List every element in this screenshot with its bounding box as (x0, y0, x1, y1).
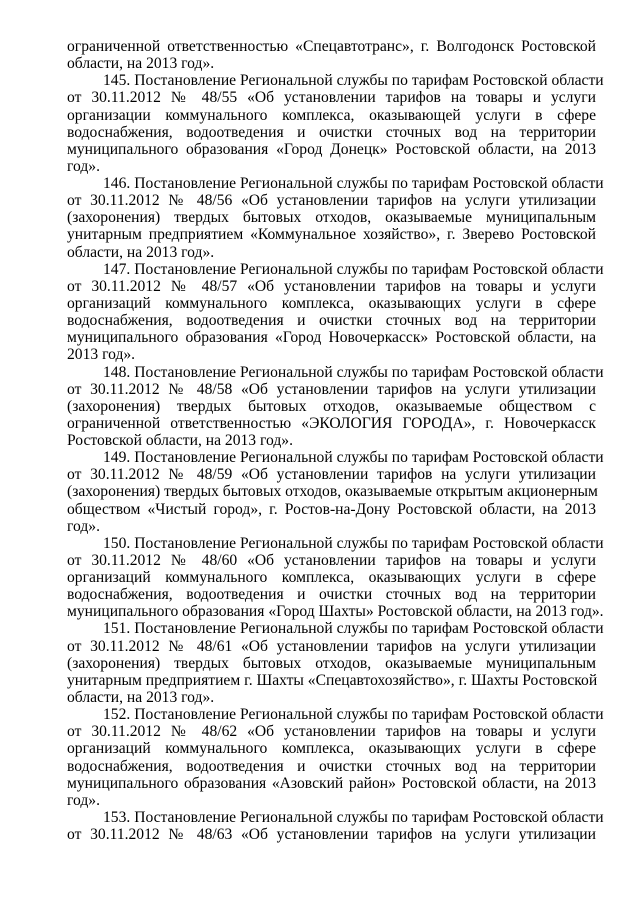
text-line: водоснабжения, водоотведения и очистки сточных вод на территории (67, 123, 596, 141)
text-line: год». (67, 157, 100, 175)
text-line: 150. Постановление Региональной службы по тарифам Ростовской области (103, 534, 604, 552)
text-line: (захоронения) твердых бытовых отходов, оказываемые муниципальным (67, 209, 596, 227)
text-line: 148. Постановление Региональной службы по тарифам Ростовской области (103, 363, 604, 381)
text-line: (захоронения) твердых бытовых отходов, оказываемые муниципальным (67, 654, 596, 672)
text-line: организаций коммунального комплекса, оказывающих услуги в сфере (67, 569, 596, 586)
text-line: (захоронения) твердых бытовых отходов, оказываемые обществом с (67, 397, 596, 415)
text-line: 152. Постановление Региональной службы по тарифам Ростовской области (103, 706, 604, 724)
text-line: 149. Постановление Региональной службы по тарифам Ростовской области (103, 449, 604, 467)
text-line: области, на 2013 год». (67, 55, 215, 73)
text-line: ограниченной ответственностью «Спецавтотранс», г. Волгодонск Ростовской (67, 38, 596, 55)
text-line: Ростовской области, на 2013 год». (67, 432, 293, 449)
text-line: обществом «Чистый город», г. Ростов-на-Дону Ростовской области, на 2013 (67, 500, 596, 518)
text-line: год». (67, 791, 100, 809)
text-line: организаций коммунального комплекса, оказывающих услуги в сфере (67, 740, 596, 758)
text-line: организаций коммунального комплекса, оказывающих услуги в сфере (67, 294, 596, 312)
text-line: 145. Постановление Региональной службы по тарифам Ростовской области (103, 72, 604, 90)
text-line: год». (67, 517, 100, 535)
text-line: от 30.11.2012 № 48/57 «Об установлении тарифов на товары и услуги (67, 277, 596, 295)
text-line: области, на 2013 год». (67, 243, 215, 261)
text-line: организации коммунального комплекса, оказывающей услуги в сфере (67, 106, 596, 124)
text-line: 146. Постановление Региональной службы по тарифам Ростовской области (103, 175, 604, 192)
text-line: муниципального образования «Город Новочеркасск» Ростовской области, на (67, 329, 596, 347)
text-line: от 30.11.2012 № 48/55 «Об установлении тарифов на товары и услуги (67, 89, 596, 107)
text-line: 147. Постановление Региональной службы по тарифам Ростовской области (103, 260, 604, 278)
text-line: от 30.11.2012 № 48/56 «Об установлении тарифов на услуги утилизации (67, 192, 596, 210)
text-line: муниципального образования «Азовский район» Ростовской области, на 2013 (67, 774, 596, 792)
text-line: ограниченной ответственностью «ЭКОЛОГИЯ ГОРОДА», г. Новочеркасск (67, 414, 596, 432)
text-line: (захоронения) твердых бытовых отходов, оказываемые открытым акционерным (67, 483, 598, 501)
text-line: унитарным предприятием г. Шахты «Спецавтохозяйство», г. Шахты Ростовской (67, 671, 598, 689)
text-line: от 30.11.2012 № 48/58 «Об установлении тарифов на услуги утилизации (67, 380, 596, 398)
text-line: 2013 год». (67, 346, 136, 364)
text-line: области, на 2013 год». (67, 688, 215, 706)
text-line: муниципального образования «Город Донецк» Ростовской области, на 2013 (67, 140, 596, 158)
text-line: от 30.11.2012 № 48/61 «Об установлении тарифов на услуги утилизации (67, 637, 596, 655)
text-line: от 30.11.2012 № 48/62 «Об установлении тарифов на товары и услуги (67, 723, 596, 741)
text-line: муниципального образования «Город Шахты» Ростовской области, на 2013 год». (67, 603, 604, 621)
text-line: от 30.11.2012 № 48/63 «Об установлении тарифов на услуги утилизации (67, 826, 596, 843)
text-line: унитарным предприятием «Коммунальное хозяйство», г. Зверево Ростовской (67, 226, 596, 244)
text-line: водоснабжения, водоотведения и очистки сточных вод на территории (67, 586, 596, 604)
text-line: от 30.11.2012 № 48/60 «Об установлении тарифов на товары и услуги (67, 551, 596, 569)
text-line: 153. Постановление Региональной службы по тарифам Ростовской области (103, 808, 604, 826)
text-line: водоснабжения, водоотведения и очистки сточных вод на территории (67, 312, 596, 330)
text-line: от 30.11.2012 № 48/59 «Об установлении тарифов на услуги утилизации (67, 466, 596, 484)
text-line: водоснабжения, водоотведения и очистки сточных вод на территории (67, 757, 596, 775)
text-line: 151. Постановление Региональной службы по тарифам Ростовской области (103, 620, 604, 638)
